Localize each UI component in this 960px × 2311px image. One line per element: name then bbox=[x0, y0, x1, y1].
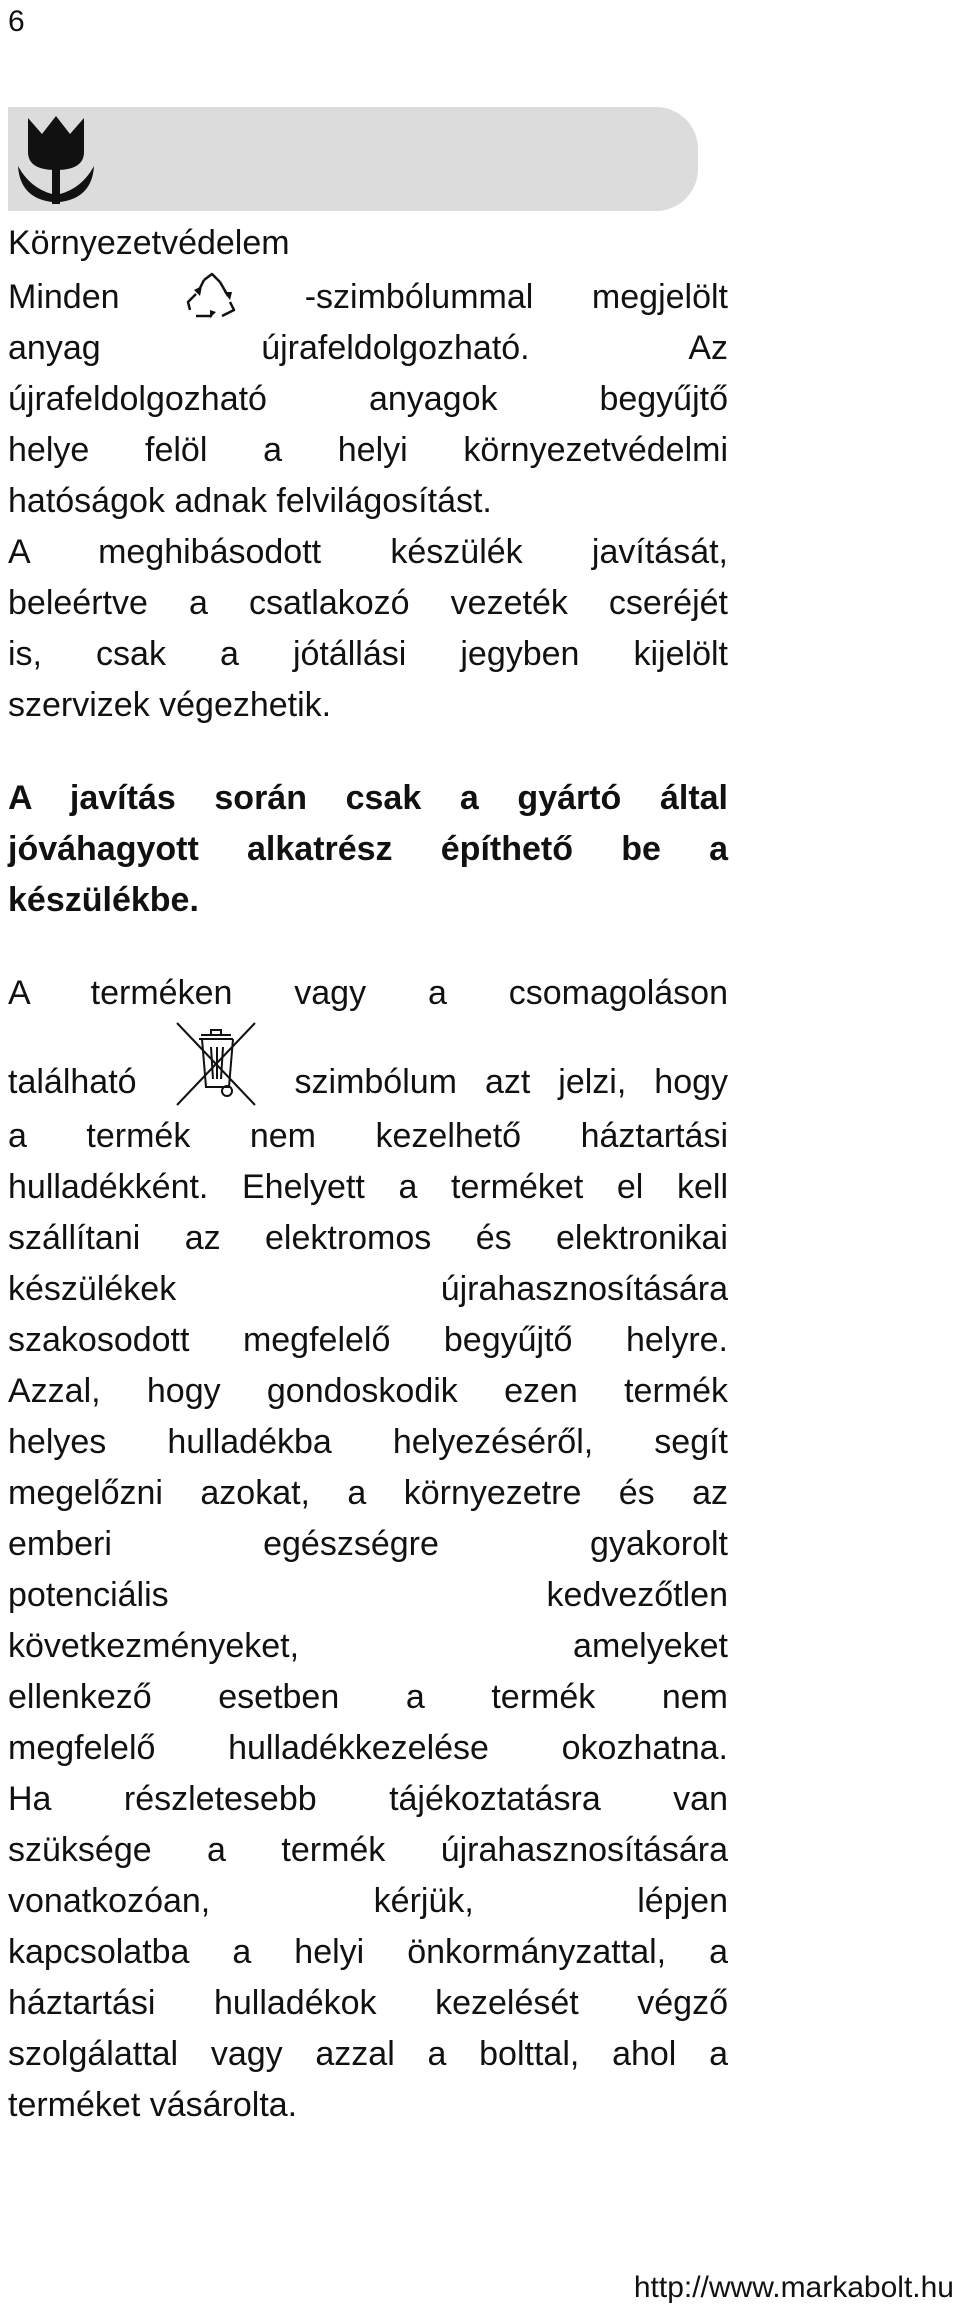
footer-website-url[interactable]: http://www.markabolt.hu bbox=[633, 2271, 954, 2304]
page-number: 6 bbox=[8, 5, 25, 38]
paragraph-line: kapcsolatba a helyi önkormányzattal, a bbox=[8, 1933, 728, 1971]
text-segment: szimbólum azt jelzi, hogy bbox=[294, 1063, 729, 1101]
paragraph-line bbox=[8, 1019, 728, 1111]
paragraph-line: megelőzni azokat, a környezetre és az bbox=[8, 1474, 728, 1512]
paragraph-line: A meghibásodott készülék javítását, bbox=[8, 533, 728, 571]
paragraph-line: szervizek végezhetik. bbox=[8, 686, 332, 724]
paragraph-line: potenciális kedvezőtlen bbox=[8, 1576, 728, 1614]
paragraph-line: ellenkező esetben a termék nem bbox=[8, 1678, 728, 1716]
paragraph-line: szolgálattal vagy azzal a bolttal, ahol a bbox=[8, 2035, 728, 2073]
paragraph-line: szakosodott megfelelő begyűjtő helyre. bbox=[8, 1321, 728, 1359]
paragraph-line: megfelelő hulladékkezelése okozhatna. bbox=[8, 1729, 728, 1767]
paragraph-line: Ha részletesebb tájékoztatásra van bbox=[8, 1780, 728, 1818]
paragraph-line: szüksége a termék újrahasznosítására bbox=[8, 1831, 728, 1869]
warning-line: jóváhagyott alkatrész építhető be a bbox=[8, 830, 728, 868]
paragraph-line: hatóságok adnak felvilágosítást. bbox=[8, 482, 492, 520]
paragraph-line: is, csak a jótállási jegyben kijelölt bbox=[8, 635, 728, 673]
paragraph-line: újrafeldolgozható anyagok begyűjtő bbox=[8, 380, 728, 418]
text-segment: található bbox=[8, 1063, 137, 1101]
paragraph-line: készülékek újrahasznosítására bbox=[8, 1270, 728, 1308]
paragraph-line: helye felöl a helyi környezetvédelmi bbox=[8, 431, 728, 469]
paragraph-line: A terméken vagy a csomagoláson bbox=[8, 974, 728, 1012]
paragraph-line: beleértve a csatlakozó vezeték cseréjét bbox=[8, 584, 728, 622]
warning-line: készülékbe. bbox=[8, 881, 199, 919]
paragraph-line: Azzal, hogy gondoskodik ezen termék bbox=[8, 1372, 728, 1410]
document-body bbox=[8, 222, 728, 2131]
paragraph-line bbox=[8, 272, 728, 323]
paragraph-line: hulladékként. Ehelyett a terméket el kell bbox=[8, 1168, 728, 1206]
paragraph-line: a termék nem kezelhető háztartási bbox=[8, 1117, 728, 1155]
section-title: Környezetvédelem bbox=[8, 224, 290, 262]
paragraph-line: szállítani az elektromos és elektronikai bbox=[8, 1219, 728, 1257]
text-segment: Minden bbox=[8, 278, 120, 316]
warning-line: A javítás során csak a gyártó által bbox=[8, 779, 728, 817]
paragraph-line: helyes hulladékba helyezéséről, segít bbox=[8, 1423, 728, 1461]
crossed-out-wheelie-bin-icon bbox=[171, 1019, 261, 1109]
paragraph-line: anyag újrafeldolgozható. Az bbox=[8, 329, 728, 367]
text-segment: -szimbólummal megjelölt bbox=[304, 278, 728, 316]
paragraph-line: terméket vásárolta. bbox=[8, 2086, 298, 2124]
recycle-icon bbox=[182, 272, 242, 320]
paragraph-line: háztartási hulladékok kezelését végző bbox=[8, 1984, 728, 2022]
paragraph-line: emberi egészségre gyakorolt bbox=[8, 1525, 728, 1563]
paragraph-line: következményeket, amelyeket bbox=[8, 1627, 728, 1665]
paragraph-line: vonatkozóan, kérjük, lépjen bbox=[8, 1882, 728, 1920]
section-header-band bbox=[8, 107, 698, 211]
tulip-icon bbox=[14, 112, 98, 208]
